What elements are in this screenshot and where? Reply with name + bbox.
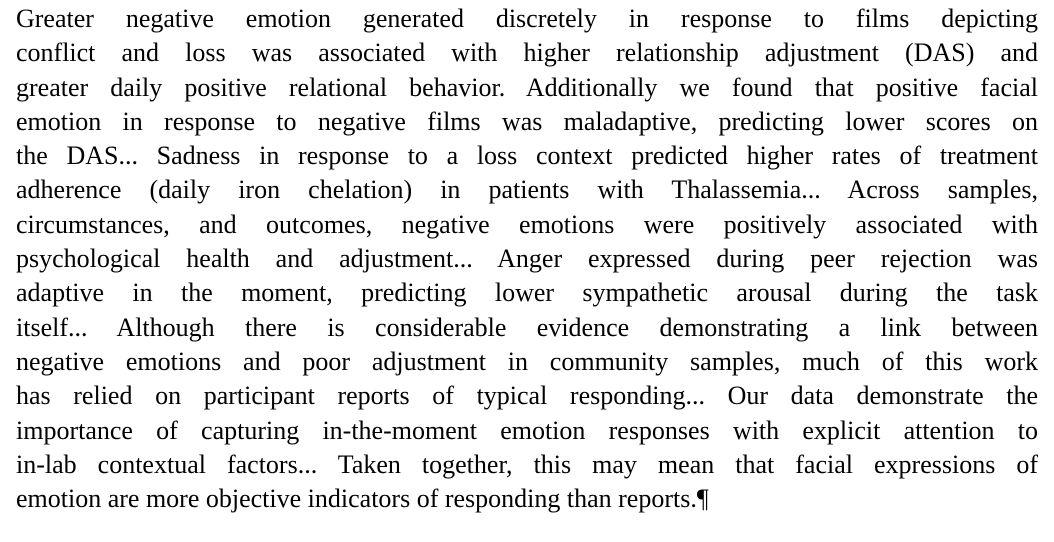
- text-line-9: adaptive in the moment, predicting lower sympathetic arousal during the task: [16, 278, 1038, 308]
- text-line-5: the DAS... Sadness in response to a loss context predicted higher rates of treatment: [16, 141, 1038, 171]
- body-paragraph: [16, 2, 1038, 516]
- text-line-10: itself... Although there is considerable evidence demonstrating a link between: [16, 312, 1038, 342]
- text-line-1: Greater negative emotion generated discretely in response to films depicting: [16, 4, 1038, 33]
- text-line-8: psychological health and adjustment... Anger expressed during peer rejection was: [16, 244, 1038, 274]
- text-line-7: circumstances, and outcomes, negative emotions were positively associated with: [16, 209, 1038, 239]
- text-line-11: negative emotions and poor adjustment in community samples, much of this work: [16, 346, 1038, 376]
- text-line-13: importance of capturing in-the-moment emotion responses with explicit attention to: [16, 415, 1038, 445]
- text-line-14: in-lab contextual factors... Taken together, this may mean that facial expressions of: [16, 449, 1038, 479]
- text-line-2: conflict and loss was associated with higher relationship adjustment (DAS) and: [16, 38, 1038, 68]
- text-line-15: emotion are more objective indicators of responding than reports.¶: [16, 484, 709, 514]
- text-line-12: has relied on participant reports of typical responding... Our data demonstrate the: [16, 381, 1038, 411]
- text-line-6: adherence (daily iron chelation) in patients with Thalassemia... Across samples,: [16, 175, 1038, 205]
- text-line-3: greater daily positive relational behavior. Additionally we found that positive facial: [16, 72, 1038, 102]
- text-line-4: emotion in response to negative films was maladaptive, predicting lower scores on: [16, 106, 1038, 136]
